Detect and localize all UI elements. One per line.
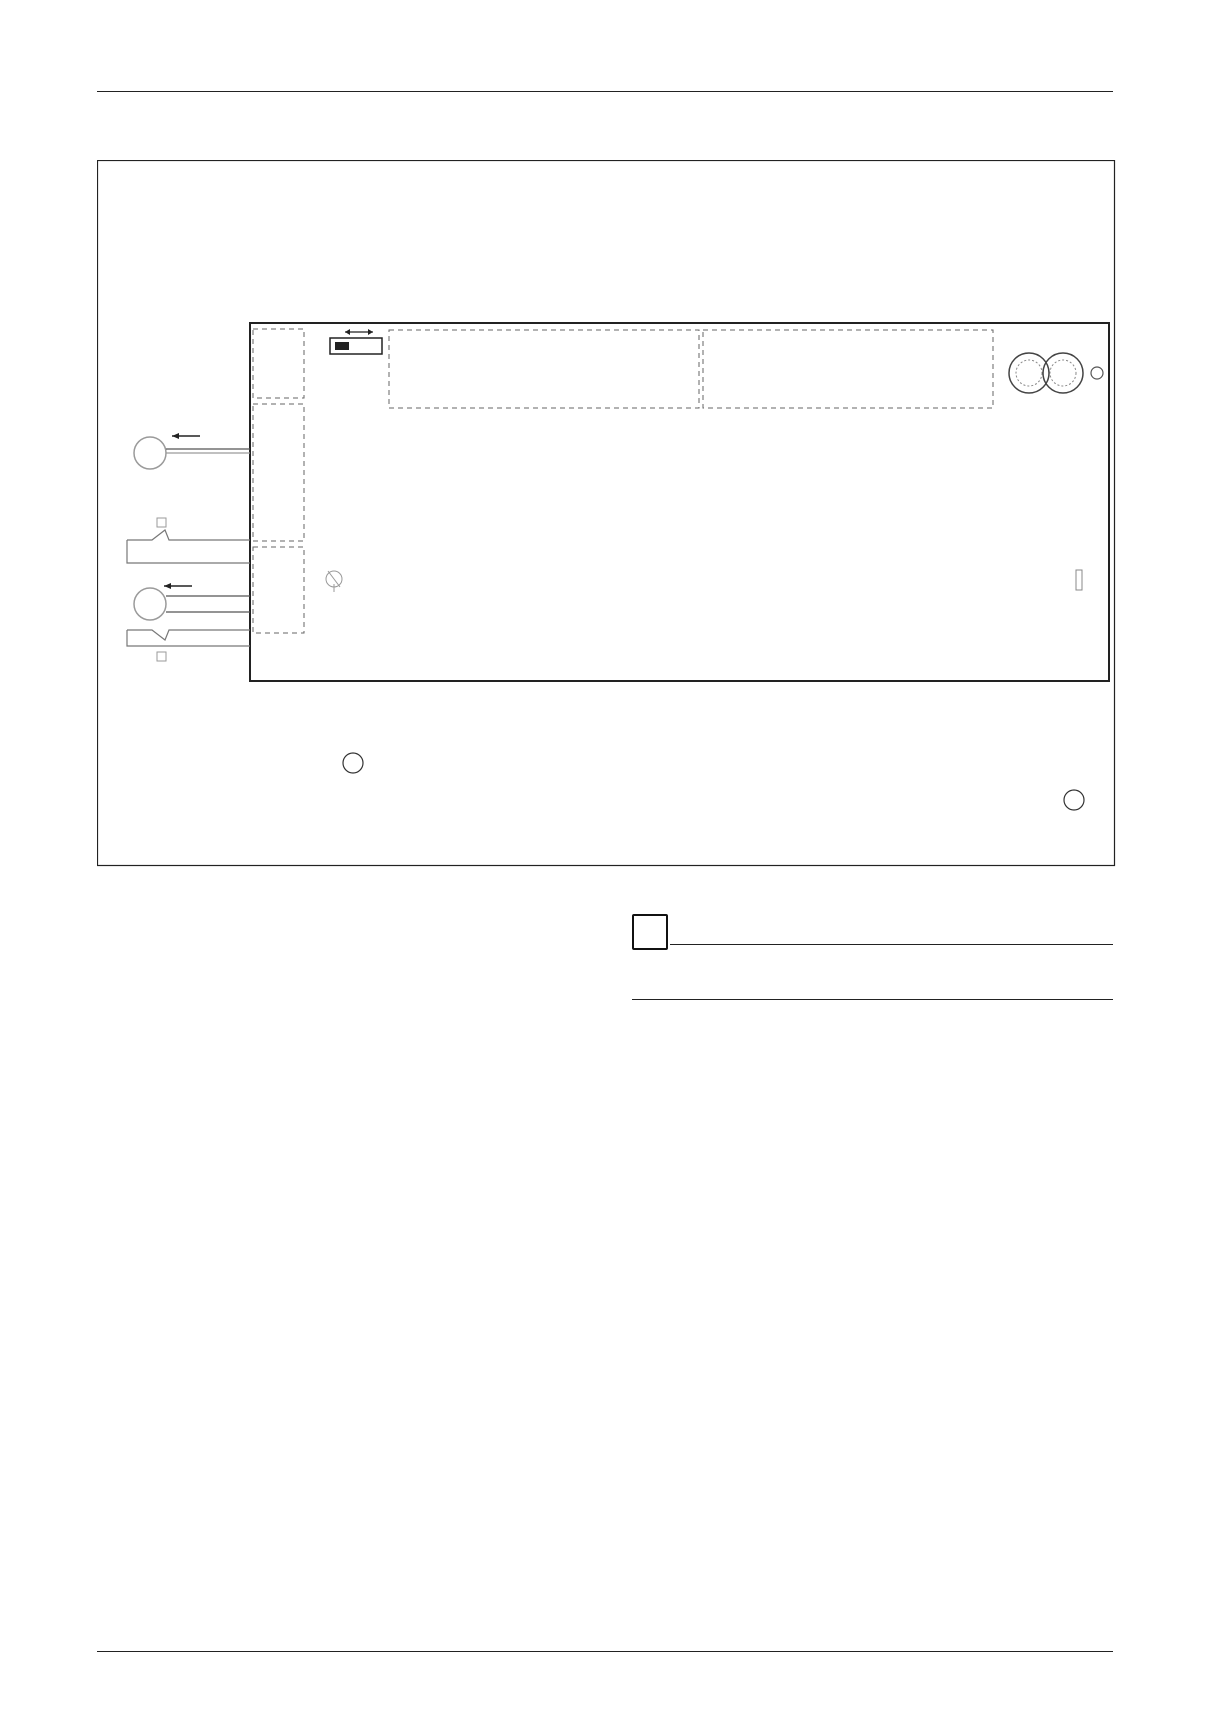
top-strip-left-box <box>389 330 699 408</box>
left-device-pl3 <box>134 583 250 620</box>
info-rule-bottom <box>632 999 1113 1000</box>
left-device-mr1 <box>127 518 250 563</box>
wiring-diagram-svg <box>97 160 1116 867</box>
header-rule <box>97 91 1113 92</box>
callout-1 <box>343 753 363 773</box>
termination-switch[interactable] <box>330 329 382 354</box>
left-strip-2-box <box>253 404 304 541</box>
thermal-cutout-icon <box>326 571 342 592</box>
left-strip-3-box <box>253 547 304 633</box>
info-rule-top <box>670 944 1113 945</box>
wiring-diagram <box>97 160 1116 867</box>
top-strip-right-box <box>703 330 993 408</box>
motor-icon <box>134 437 166 469</box>
info-icon <box>632 914 668 950</box>
pressure-switch-icon <box>157 518 166 527</box>
fuse-f50 <box>1076 570 1082 590</box>
left-device-mr0 <box>127 630 250 661</box>
footer-rule <box>97 1651 1113 1652</box>
left-device-pc0 <box>134 433 250 469</box>
fuse-icon <box>1076 570 1082 590</box>
motor-icon <box>134 588 166 620</box>
module-board <box>250 323 1109 681</box>
pressure-switch-icon <box>157 652 166 661</box>
left-strip-1-box <box>253 329 304 398</box>
status-led <box>1091 367 1103 379</box>
callout-2 <box>1064 790 1084 810</box>
